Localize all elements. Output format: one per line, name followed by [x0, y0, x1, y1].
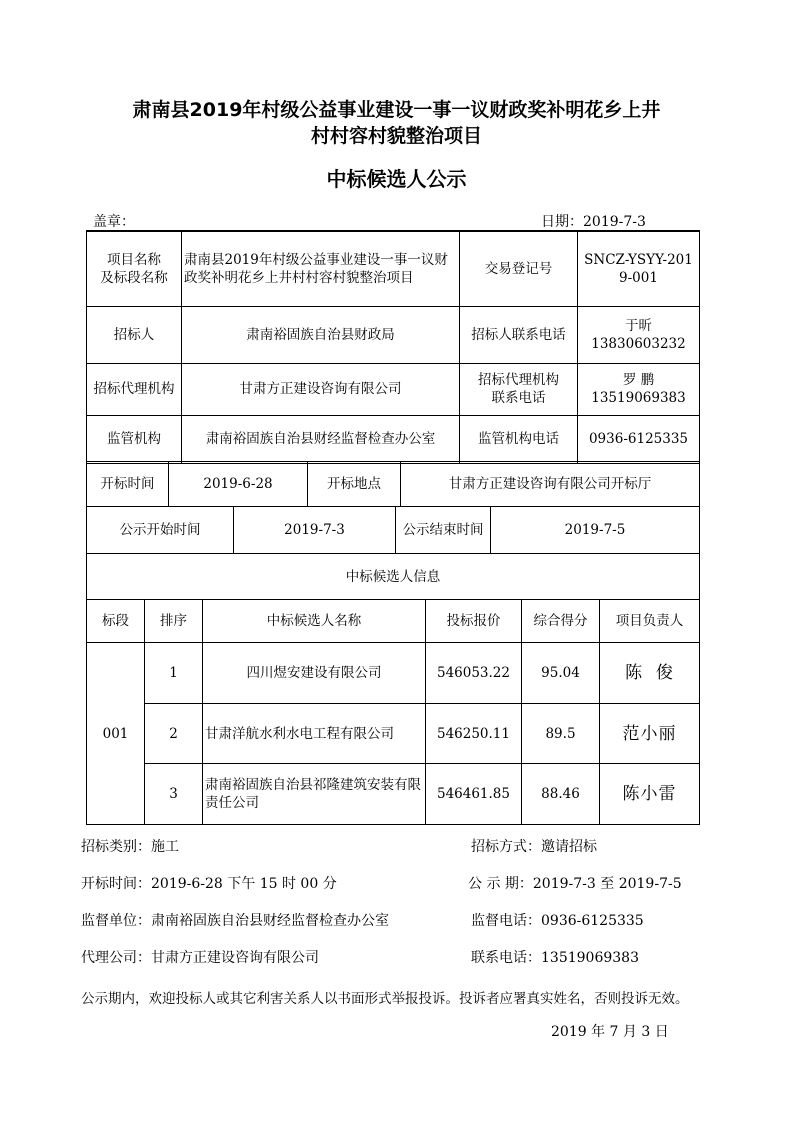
seal-label: 盖章： — [93, 214, 135, 230]
table-row — [87, 704, 700, 764]
reg-label: 交易登记号 — [460, 231, 578, 306]
score: 89.5 — [522, 704, 600, 764]
project-manager: 陈小雷 — [600, 764, 700, 825]
col-section: 标段 — [87, 600, 145, 643]
footer-date: 2019 年 7 月 3 日 — [551, 1024, 669, 1040]
footer-period: 公 示 期：2019-7-3 至 2019-7-5 — [468, 876, 682, 892]
subtitle: 中标候选人公示 — [326, 167, 467, 191]
tenderer-label: 招标人 — [87, 306, 182, 363]
col-manager: 项目负责人 — [600, 600, 700, 643]
agency-contact-cell — [578, 363, 700, 415]
candidate-name: 四川煜安建设有限公司 — [203, 643, 426, 704]
tenderer-phone-label: 招标人联系电话 — [460, 306, 578, 363]
tenderer-phone: 13830603232 — [591, 335, 686, 352]
pub-period-table — [86, 506, 700, 554]
reg-no: SNCZ-YSYY-2019-001 — [578, 231, 700, 306]
supervisor-label: 监管机构 — [87, 415, 182, 463]
project-manager: 范小丽 — [600, 704, 700, 764]
footer-method: 招标方式：邀请招标 — [471, 839, 597, 855]
score: 88.46 — [522, 764, 600, 825]
project-manager: 陈 俊 — [600, 643, 700, 704]
tenderer-contact-cell — [578, 306, 700, 363]
footer-supervisor: 监督单位：肃南裕固族自治县财经监督检查办公室 — [81, 913, 389, 929]
pub-end: 2019-7-5 — [491, 507, 700, 554]
bid-price: 546461.85 — [426, 764, 522, 825]
open-place-label: 开标地点 — [308, 462, 401, 507]
open-place: 甘肃方正建设咨询有限公司开标厅 — [401, 462, 700, 507]
tenderer: 肃南裕固族自治县财政局 — [182, 306, 460, 363]
col-price: 投标报价 — [426, 600, 522, 643]
open-time: 2019-6-28 — [169, 462, 308, 507]
agency-phone-label: 招标代理机构 联系电话 — [460, 363, 578, 415]
agency: 甘肃方正建设咨询有限公司 — [182, 363, 460, 415]
footer-agency: 代理公司：甘肃方正建设咨询有限公司 — [81, 950, 319, 966]
title-line-2: 村村容村貌整治项目 — [310, 125, 482, 147]
bid-price: 546250.11 — [426, 704, 522, 764]
candidate-name: 肃南裕固族自治县祁隆建筑安装有限责任公司 — [203, 764, 426, 825]
rank: 2 — [145, 704, 203, 764]
table-row — [87, 764, 700, 825]
pub-start-label: 公示开始时间 — [87, 507, 234, 554]
footer-open-time: 开标时间：2019-6-28 下午 15 时 00 分 — [81, 876, 337, 892]
rank: 1 — [145, 643, 203, 704]
col-rank: 排序 — [145, 600, 203, 643]
col-name: 中标候选人名称 — [203, 600, 426, 643]
rank: 3 — [145, 764, 203, 825]
supervisor-phone: 0936-6125335 — [578, 415, 700, 463]
bid-price: 546053.22 — [426, 643, 522, 704]
open-time-table — [86, 461, 700, 507]
title-line-1: 肃南县2019年村级公益事业建设一事一议财政奖补明花乡上井 — [132, 99, 661, 121]
date-label: 日期：2019-7-3 — [541, 214, 646, 230]
candidate-name: 甘肃洋航水利水电工程有限公司 — [203, 704, 426, 764]
agency-contact: 罗 鹏 — [622, 372, 655, 388]
footer-category: 招标类别：施工 — [81, 839, 179, 855]
candidates-header: 中标候选人信息 — [87, 554, 700, 600]
footer-notice: 公示期内，欢迎投标人或其它利害关系人以书面形式举报投诉。投诉者应署真实姓名，否则投诉无效。 — [81, 991, 689, 1007]
score: 95.04 — [522, 643, 600, 704]
agency-phone: 13519069383 — [591, 390, 686, 406]
info-table-top — [86, 230, 700, 464]
table-row — [87, 643, 700, 704]
footer-supervisor-phone: 监督电话：0936-6125335 — [471, 913, 644, 929]
supervisor-phone-label: 监管机构电话 — [460, 415, 578, 463]
footer-agency-phone: 联系电话：13519069383 — [471, 950, 639, 966]
candidates-table — [86, 553, 700, 825]
tenderer-contact: 于昕 — [625, 317, 652, 334]
project-label: 项目名称 及标段名称 — [87, 231, 182, 306]
supervisor: 肃南裕固族自治县财经监督检查办公室 — [182, 415, 460, 463]
section-no: 001 — [87, 643, 145, 825]
project-name: 肃南县2019年村级公益事业建设一事一议财政奖补明花乡上井村村容村貌整治项目 — [182, 231, 460, 306]
pub-end-label: 公示结束时间 — [396, 507, 491, 554]
agency-label: 招标代理机构 — [87, 363, 182, 415]
pub-start: 2019-7-3 — [234, 507, 396, 554]
open-time-label: 开标时间 — [87, 462, 169, 507]
col-score: 综合得分 — [522, 600, 600, 643]
